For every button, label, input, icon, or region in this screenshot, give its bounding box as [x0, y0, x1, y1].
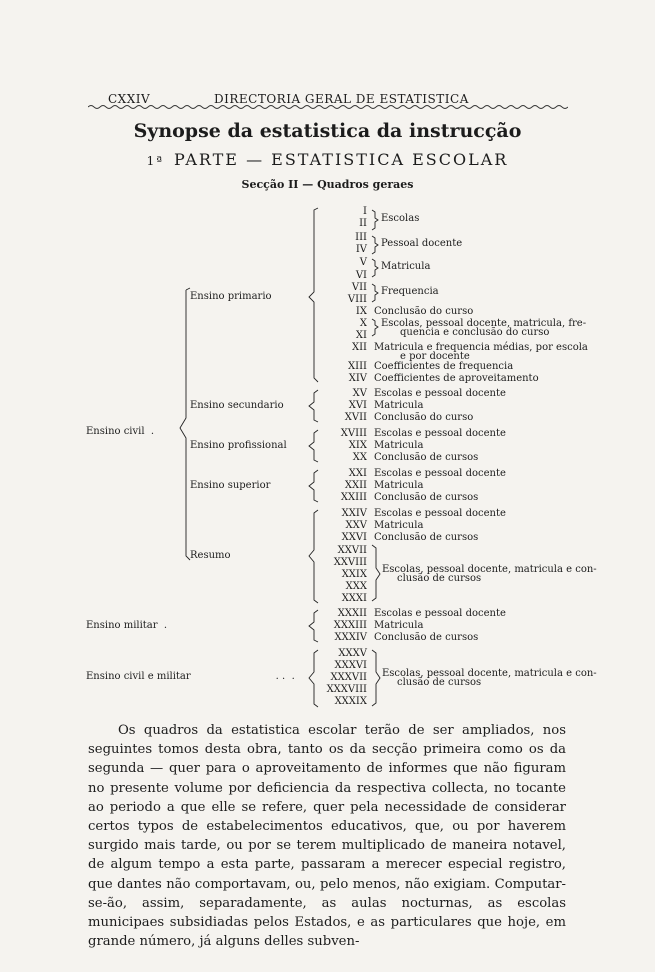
- table-description: Escolas e pessoal docente: [374, 428, 506, 439]
- table-number: VI: [355, 270, 367, 281]
- table-number: XXXVIII: [326, 684, 367, 695]
- table-description: Conclusão de cursos: [374, 532, 479, 543]
- subgroup-resumo: Resumo: [190, 550, 231, 561]
- label-frequencia: Frequencia: [381, 286, 439, 297]
- table-description: Escolas e pessoal docente: [374, 508, 506, 519]
- table-number: XXVI: [341, 532, 367, 543]
- group-ensino-civil-militar: Ensino civil e militar . . .: [86, 671, 295, 682]
- table-number: XXI: [348, 468, 367, 479]
- table-number: V: [359, 257, 367, 268]
- label-civil-militar-line2: clusão de cursos: [397, 677, 482, 688]
- table-description: Matricula: [374, 620, 424, 631]
- group-ensino-militar: Ensino militar .: [86, 620, 168, 631]
- group-ensino-civil: Ensino civil .: [86, 426, 155, 437]
- subgroup-primario: Ensino primario: [190, 291, 272, 302]
- table-number: III: [355, 232, 367, 243]
- table-description: Escolas e pessoal docente: [374, 468, 506, 479]
- label-x-xi-line2: quencia e conclusão do curso: [400, 327, 550, 338]
- label-resumo-combined-line2: clusão de cursos: [397, 573, 482, 584]
- table-number: XXIV: [341, 508, 367, 519]
- part-title: PARTE — ESTATISTICA ESCOLAR: [174, 150, 509, 169]
- table-description: Escolas e pessoal docente: [374, 388, 506, 399]
- table-description: Conclusão de cursos: [374, 632, 479, 643]
- table-number: XX: [352, 452, 367, 463]
- table-number: IX: [355, 306, 367, 317]
- table-number: XXIII: [340, 492, 367, 503]
- table-description: Conclusão do curso: [374, 306, 474, 317]
- label-civil-militar-line1: Escolas, pessoal docente, matricula e con-: [382, 668, 597, 679]
- table-number: XXIX: [341, 569, 367, 580]
- table-number: XXVII: [337, 545, 367, 556]
- table-description: Matricula: [374, 520, 424, 531]
- page-title: Synopse da estatistica da instrucção: [133, 120, 522, 142]
- subgroup-superior: Ensino superior: [190, 480, 271, 491]
- table-number: XXXVII: [330, 672, 367, 683]
- table-number: XXXIII: [333, 620, 367, 631]
- table-description: Conclusão de cursos: [374, 452, 479, 463]
- body-paragraph: [88, 721, 566, 951]
- table-number: XI: [355, 330, 367, 341]
- subgroup-secundario: Ensino secundario: [190, 400, 284, 411]
- table-number: XXX: [345, 581, 367, 592]
- table-description: Coefficientes de frequencia: [374, 361, 514, 372]
- table-number: XXII: [344, 480, 367, 491]
- table-number: XXXI: [341, 593, 367, 604]
- label-resumo-combined-line1: Escolas, pessoal docente, matricula e con-: [382, 564, 597, 575]
- label-x-xi-line1: Escolas, pessoal docente, matricula, fre-: [381, 318, 587, 329]
- table-number: X: [359, 318, 367, 329]
- table-description-continued: e por docente: [400, 351, 470, 362]
- section-heading: Secção II — Quadros geraes: [241, 178, 414, 191]
- paragraph-text: Os quadros da estatistica escolar terão de ser ampliados, nos seguintes tomos desta obra, tanto os da secção primeira como os da segunda — quer para o aproveitamento de informes que não figuram no presente volume por deficiencia da respectiva collecta, no tocante ao periodo a que elle se refere, quer pela necessidade de considerar certos typos de estabelecimentos educativos, que, ou por haverem surgido mais tarde, ou por se terem multiplicado de maneira notavel, de algum tempo a esta parte, passaram a merecer especial registro, que dantes não comportavam, ou, pelo menos, não exigiam. Computar-se-ão, assim, separadamente, as aulas nocturnas, as escolas municipaes subsidiadas pelos Estados, e as particulares que hoje, em grande número, já alguns delles subven-: [88, 723, 566, 950]
- table-number: XXXIX: [334, 696, 367, 707]
- civil-brace: [180, 290, 190, 560]
- table-description: Matricula: [374, 400, 424, 411]
- table-number: XXXV: [338, 648, 367, 659]
- table-number: XXXVI: [334, 660, 367, 671]
- table-number: I: [363, 206, 367, 217]
- table-number: VIII: [347, 294, 367, 305]
- table-description: Matricula: [374, 440, 424, 451]
- table-number: XXVIII: [333, 557, 367, 568]
- table-description: Matricula e frequencia médias, por escola: [374, 342, 588, 353]
- table-number: II: [359, 218, 367, 229]
- label-matricula: Matricula: [381, 261, 431, 272]
- label-pessoal-docente: Pessoal docente: [381, 238, 463, 249]
- table-number: XVIII: [340, 428, 367, 439]
- table-number: VII: [351, 282, 367, 293]
- table-number: XV: [352, 388, 367, 399]
- table-description: Matricula: [374, 480, 424, 491]
- table-number: XXV: [345, 520, 367, 531]
- table-number: XIX: [348, 440, 367, 451]
- table-number: XIV: [348, 373, 367, 384]
- running-title: DIRECTORIA GERAL DE ESTATISTICA: [214, 92, 469, 106]
- table-number: XII: [351, 342, 367, 353]
- subgroup-profissional: Ensino profissional: [190, 440, 287, 451]
- part-number: 1ª: [146, 154, 165, 168]
- label-escolas: Escolas: [381, 213, 420, 224]
- table-number: IV: [355, 244, 367, 255]
- table-description: Conclusão do curso: [374, 412, 474, 423]
- table-number: XVI: [348, 400, 367, 411]
- table-description: Conclusão de cursos: [374, 492, 479, 503]
- table-description: Coefficientes de aproveitamento: [374, 373, 539, 384]
- table-number: XXXII: [337, 608, 367, 619]
- table-description: Escolas e pessoal docente: [374, 608, 506, 619]
- page-number: CXXIV: [108, 92, 151, 106]
- table-number: XVII: [344, 412, 367, 423]
- table-number: XIII: [348, 361, 367, 372]
- table-number: XXXIV: [334, 632, 367, 643]
